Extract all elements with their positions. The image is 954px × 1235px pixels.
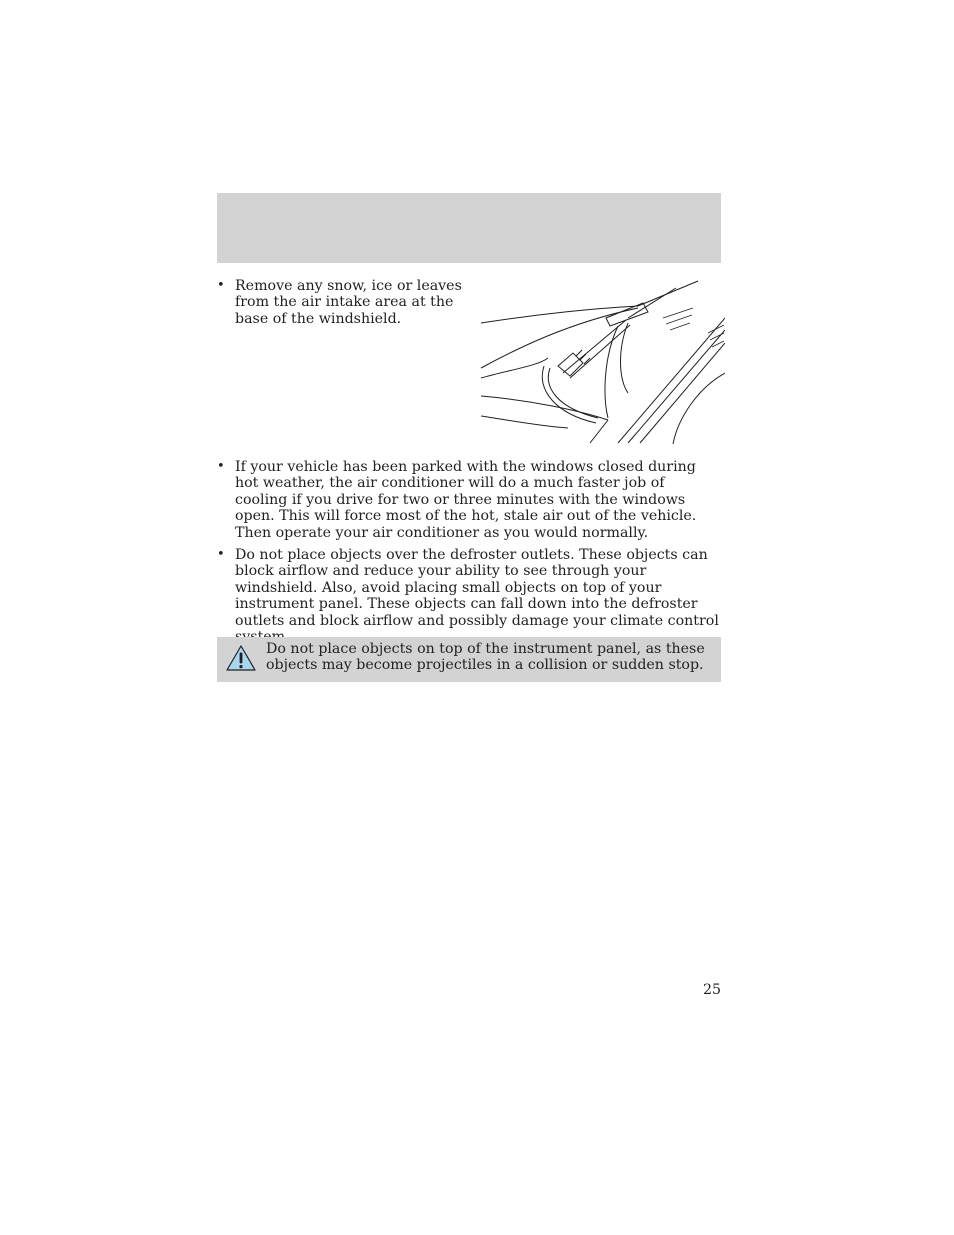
bullet-item xyxy=(217,547,721,645)
bullet-marker: • xyxy=(217,459,225,474)
bullet-text: Do not place objects over the defroster outlets. These objects can block airflow and reduce your ability to see through your windshield. Also, avoid placing small objects on top of your instrument panel. These objects can fall down into the defroster outlets and block airflow and possibly damage your climate control xyxy=(235,547,719,629)
bullet-item xyxy=(217,459,721,541)
bullet-text: Remove any snow, ice or leaves from the air intake area at the base of the windshield. xyxy=(235,278,462,327)
bullet-text: If your vehicle has been parked with the windows closed during hot weather, the air conditioner will do a much faster job of cooling if you drive for two or three minutes with the windows open. This will force most of the hot, stale air out of the vehicle. Then operate your air conditioner as you would normally. xyxy=(235,459,697,541)
warning-box xyxy=(217,637,721,682)
warning-text: Do not place objects on top of the instrument panel, as these objects may become projectiles in a collision or sudden stop. xyxy=(266,641,705,674)
bullet-marker: • xyxy=(217,278,225,293)
air-intake-illustration xyxy=(478,278,725,446)
page-number: 25 xyxy=(702,982,721,998)
bullet-item xyxy=(217,278,462,327)
section-header-band xyxy=(217,193,721,263)
bullet-marker: • xyxy=(217,547,225,562)
warning-triangle-icon xyxy=(225,644,257,672)
